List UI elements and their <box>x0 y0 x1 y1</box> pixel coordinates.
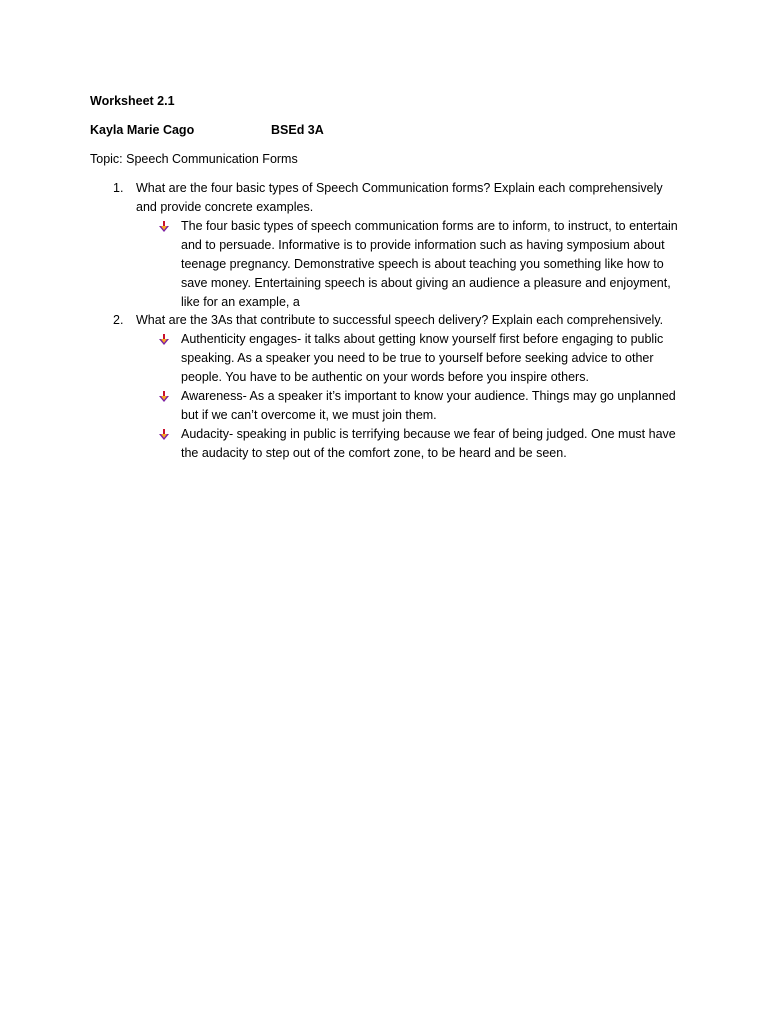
class-section: BSEd 3A <box>271 123 324 137</box>
answer-bullet <box>158 330 678 387</box>
student-name: Kayla Marie Cago <box>90 123 195 137</box>
student-info-row <box>90 121 324 140</box>
answer-text: The four basic types of speech communication forms are to inform, to instruct, to entertain and to persuade. Informative is to provide information such as having symposium about teenage pregnancy. Demonstrative speech is about teaching you something like how to save money. Entertaining speech is about giving an audience a pleasure and enjoyment, like for an example, a <box>181 219 678 309</box>
answer-text: Awareness- As a speaker it’s important to know your audience. Things may go unplanned but if we can’t overcome it, we must join them. <box>181 389 676 422</box>
answer-text: Authenticity engages- it talks about getting know yourself first before engaging to public speaking. As a speaker you need to be true to yourself before seeking advice to other people. You have to be authentic on your words before you inspire others. <box>181 332 664 384</box>
question-number: 1. <box>113 181 124 195</box>
arrow-bullet-icon <box>158 221 170 233</box>
question-text: What are the 3As that contribute to successful speech delivery? Explain each comprehensively. <box>136 313 664 327</box>
question-1 <box>113 179 673 217</box>
answer-bullet <box>158 425 678 463</box>
arrow-bullet-icon <box>158 334 170 346</box>
arrow-bullet-icon <box>158 429 170 441</box>
question-2 <box>113 311 673 330</box>
topic-line: Topic: Speech Communication Forms <box>90 152 298 166</box>
worksheet-title: Worksheet 2.1 <box>90 94 175 108</box>
question-text: What are the four basic types of Speech Communication forms? Explain each comprehensively and provide concrete examples. <box>136 181 663 214</box>
arrow-bullet-icon <box>158 391 170 403</box>
answer-text: Audacity- speaking in public is terrifying because we fear of being judged. One must have the audacity to step out of the comfort zone, to be heard and be seen. <box>181 427 676 460</box>
answer-bullet <box>158 217 678 312</box>
question-number: 2. <box>113 313 124 327</box>
answer-bullet <box>158 387 678 425</box>
